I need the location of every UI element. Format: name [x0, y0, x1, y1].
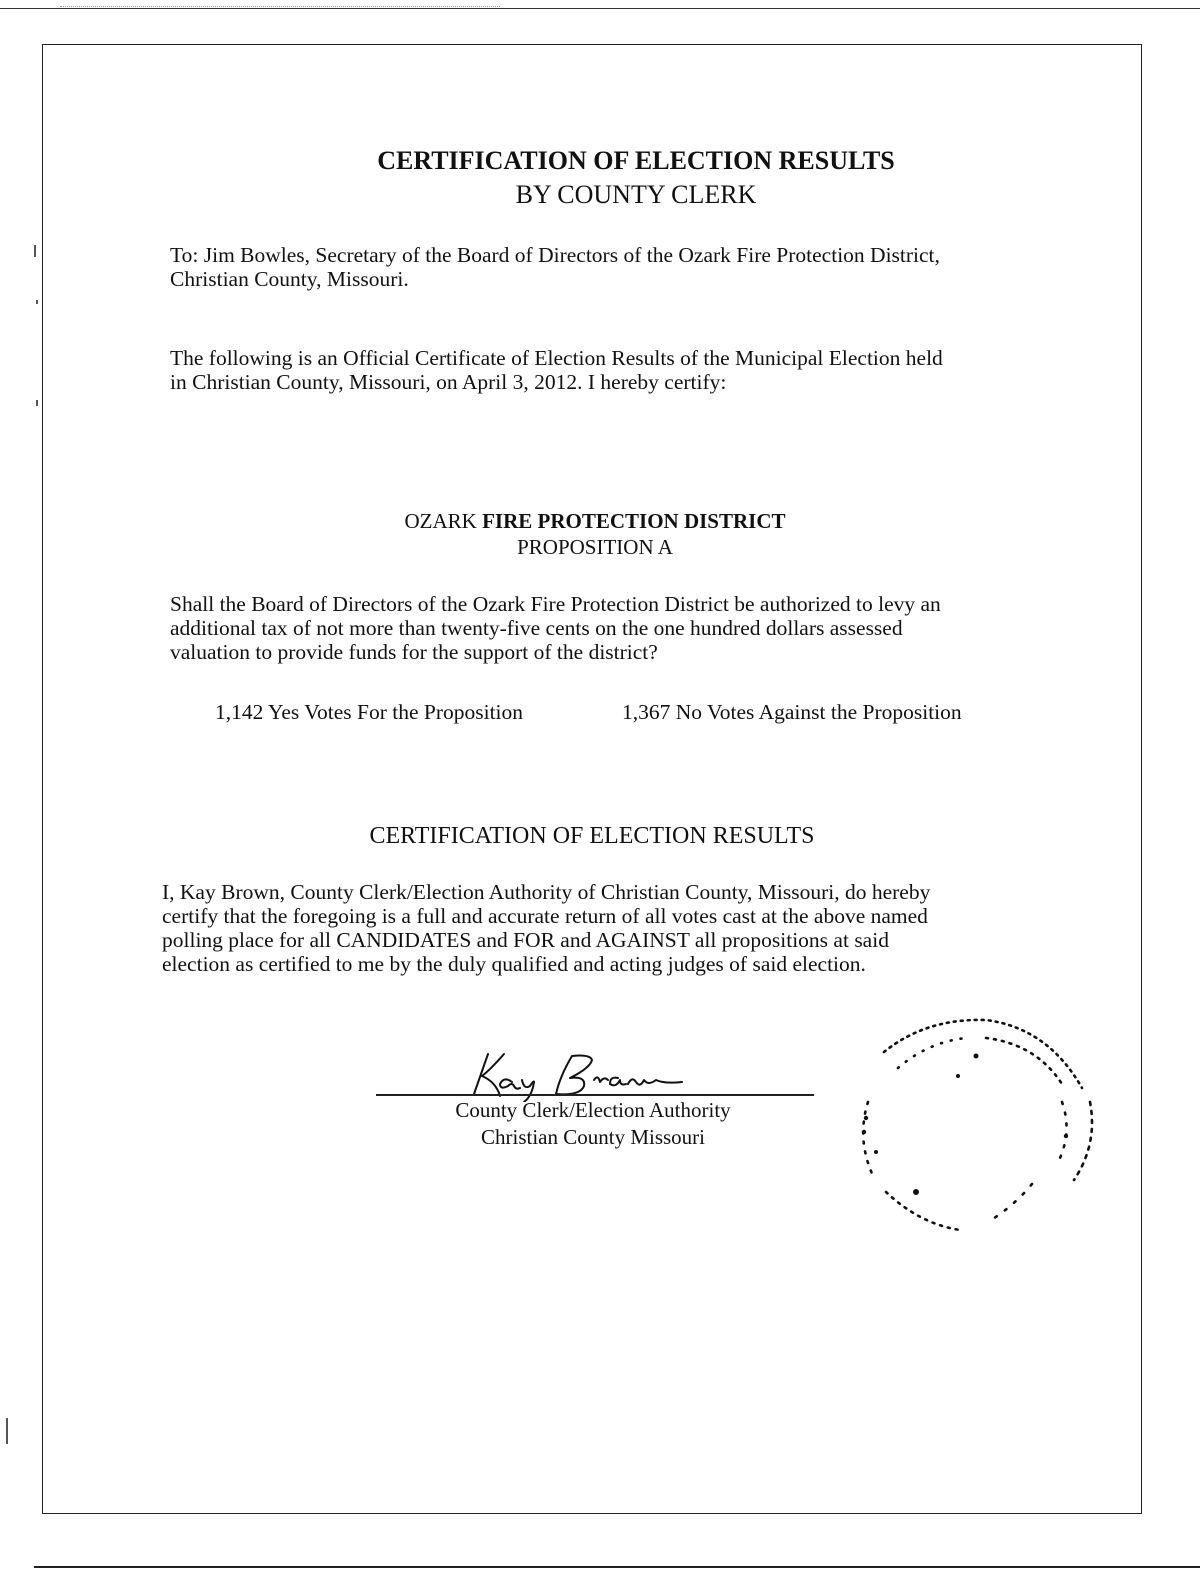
certification-line: I, Kay Brown, County Clerk/Election Authority of Christian County, Missouri, do hereby: [162, 880, 931, 904]
certification-statement: [162, 880, 1042, 976]
intro-line: The following is an Official Certificate of Election Results of the Municipal Election held: [170, 346, 943, 370]
question-line: additional tax of not more than twenty-five cents on the one hundred dollars assessed: [170, 616, 903, 640]
district-prefix: OZARK: [404, 509, 483, 533]
question-line: Shall the Board of Directors of the Ozark Fire Protection District be authorized to levy an: [170, 592, 941, 616]
top-edge-rule: [0, 8, 1200, 9]
yes-votes: 1,142 Yes Votes For the Proposition: [215, 700, 524, 724]
no-votes: 1,367 No Votes Against the Proposition: [622, 700, 962, 724]
embossed-seal: [836, 1010, 1106, 1240]
certification-line: polling place for all CANDIDATES and FOR and AGAINST all propositions at said: [162, 928, 889, 952]
bottom-edge-rule: [34, 1566, 1200, 1568]
district-heading: [0, 509, 1190, 534]
addressee: [170, 243, 1070, 291]
addressee-line: To: Jim Bowles, Secretary of the Board of Directors of the Ozark Fire Protection District,: [170, 243, 940, 267]
certification-line: election as certified to me by the duly qualified and acting judges of said election.: [162, 952, 866, 976]
signer-title: County Clerk/Election Authority: [455, 1098, 731, 1122]
district-name: FIRE PROTECTION DISTRICT: [482, 509, 786, 533]
margin-scan-mark: [36, 300, 38, 304]
intro-line: in Christian County, Missouri, on April 3, 2012. I hereby certify:: [170, 370, 727, 394]
proposition-question: [170, 592, 1070, 664]
certification-heading: CERTIFICATION OF ELECTION RESULTS: [369, 823, 815, 849]
margin-scan-mark: [34, 245, 36, 257]
margin-scan-mark: [6, 1418, 8, 1444]
signature-line: [376, 1094, 814, 1096]
question-line: valuation to provide funds for the support of the district?: [170, 640, 658, 664]
document-title: CERTIFICATION OF ELECTION RESULTS: [377, 146, 895, 175]
addressee-line: Christian County, Missouri.: [170, 267, 409, 291]
margin-scan-mark: [36, 400, 38, 406]
signer-county: Christian County Missouri: [480, 1125, 706, 1149]
top-edge-scan-fragments: [60, 0, 500, 7]
document-subtitle: BY COUNTY CLERK: [515, 180, 757, 209]
intro-paragraph: [170, 346, 1070, 394]
certification-line: certify that the foregoing is a full and accurate return of all votes cast at the above named: [162, 904, 928, 928]
proposition-label: PROPOSITION A: [517, 535, 673, 559]
